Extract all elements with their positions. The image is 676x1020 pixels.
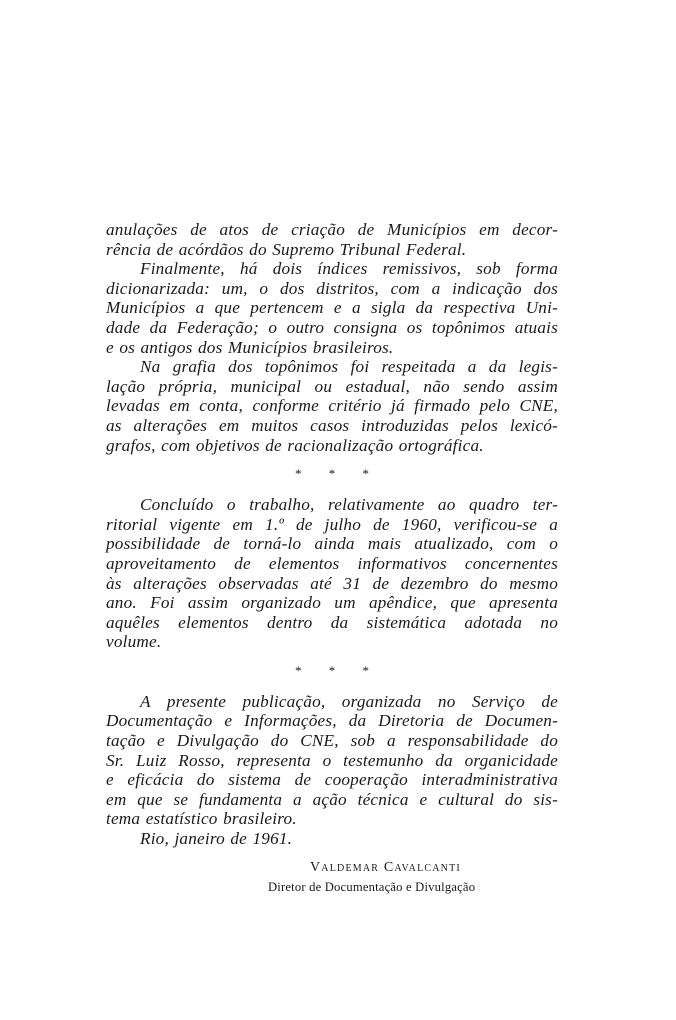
text-line: A presente publicação, organizada no Serviço de <box>140 691 558 711</box>
text-line: ritorial vigente em 1.º de julho de 1960, verificou-se a <box>106 514 558 534</box>
text-line: rência de acórdãos do Supremo Tribunal Federal. <box>106 239 467 259</box>
text-line: às alterações observadas até 31 de dezembro do mesmo <box>106 573 558 593</box>
paragraph-appendix <box>106 495 558 652</box>
text-line: e eficácia do sistema de cooperação interadministrativa <box>106 770 558 790</box>
text-line: tação e Divulgação do CNE, sob a responsabilidade do <box>106 731 558 751</box>
text-line: levadas em conta, conforme critério já firmado pelo CNE, <box>106 396 558 416</box>
text-line: aproveitamento de elementos informativos concernentes <box>106 553 558 573</box>
text-line: dade da Federação; o outro consigna os topônimos atuais <box>106 317 558 337</box>
text-line: lação própria, municipal ou estadual, não sendo assim <box>106 376 558 396</box>
text-line: e os antigos dos Municípios brasileiros. <box>106 337 394 357</box>
text-line: aquêles elementos dentro da sistemática adotada no <box>106 612 558 632</box>
paragraph-spelling <box>106 357 558 455</box>
text-line: dicionarizada: um, o dos distritos, com a indicação dos <box>106 278 558 298</box>
section-separator: * * * <box>295 466 381 482</box>
signatory-title: Diretor de Documentação e Divulgação <box>268 880 476 894</box>
text-line: as alterações em muitos casos introduzidas pelos lexicó- <box>106 415 558 435</box>
paragraph-indexes <box>106 259 558 357</box>
text-line: grafos, com objetivos de racionalização ortográfica. <box>106 435 484 455</box>
paragraph-publication <box>106 692 558 849</box>
text-line: em que se fundamenta a ação técnica e cultural do sis- <box>106 789 558 809</box>
text-line: tema estatístico brasileiro. <box>106 809 297 829</box>
text-line: Sr. Luiz Rosso, representa o testemunho da organicidade <box>106 750 558 770</box>
text-line: Municípios a que pertencem e a sigla da respectiva Uni- <box>106 298 558 318</box>
text-line: Finalmente, há dois índices remissivos, sob forma <box>140 259 558 279</box>
text-line: Na grafia dos topônimos foi respeitada a da legis- <box>140 357 558 377</box>
text-line: possibilidade de torná-lo ainda mais atualizado, com o <box>106 534 558 554</box>
paragraph-annulments <box>106 220 558 259</box>
text-line: volume. <box>106 632 162 652</box>
section-separator: * * * <box>295 662 381 678</box>
text-line: anulações de atos de criação de Municípios em decor- <box>106 220 558 239</box>
body-text <box>106 220 558 849</box>
text-line: Concluído o trabalho, relativamente ao quadro ter- <box>140 495 558 515</box>
text-line: Documentação e Informações, da Diretoria de Documen- <box>106 711 558 731</box>
signatory-name: Valdemar Cavalcanti <box>310 860 461 875</box>
text-line: ano. Foi assim organizado um apêndice, que apresenta <box>106 593 558 613</box>
place-date: Rio, janeiro de 1961. <box>140 829 293 849</box>
